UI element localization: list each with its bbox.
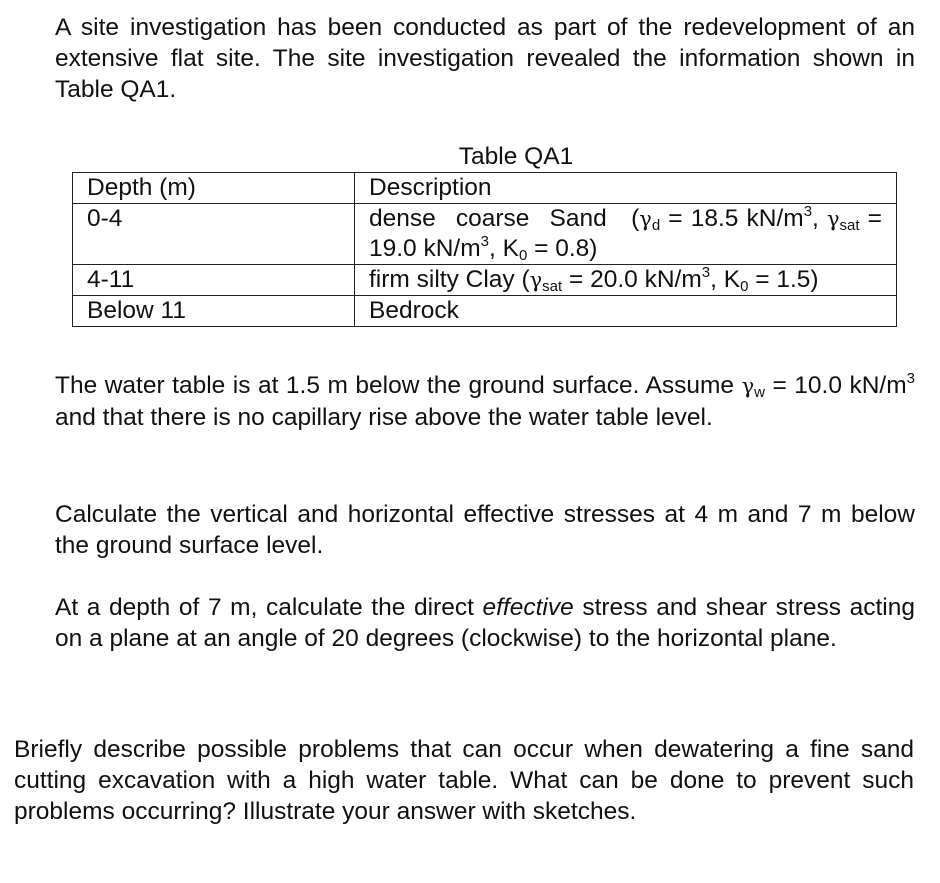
soil-name: firm silty Clay bbox=[369, 266, 515, 293]
unit-exponent: 3 bbox=[480, 233, 489, 250]
table-row bbox=[73, 265, 897, 296]
water-rest: and that there is no capillary rise above the water table level. bbox=[55, 404, 713, 431]
table-caption: Table QA1 bbox=[458, 143, 574, 170]
soil-profile-table bbox=[72, 172, 897, 327]
calculation-question: Calculate the vertical and horizontal effective stresses at 4 m and 7 m below the ground surface level. bbox=[55, 501, 915, 559]
gamma-sat-value: = 20.0 kN/m bbox=[562, 266, 702, 293]
gamma-sat-value: = 19.0 kN/m bbox=[369, 205, 882, 262]
gamma-d-subscript: d bbox=[651, 217, 661, 234]
stress-question-start: At a depth of 7 m, calculate the direct bbox=[55, 594, 483, 621]
description-cell: dense coarse Sand ($\gamma_d = 18.5$ $kN/m^3$, $\gamma_{sat} = 19.0$ $kN/m^3$, $K_0 = 0.8$) bbox=[355, 204, 897, 265]
gamma-sat-subscript: sat bbox=[839, 217, 860, 234]
k0-value: = 0.8 bbox=[527, 235, 590, 262]
gamma-d-value: = 18.5 kN/m bbox=[660, 205, 804, 232]
unit-exponent: 3 bbox=[701, 264, 711, 281]
description-cell: firm silty Clay ($\gamma_{sat} = 20.0$ $kN/m^3$, $K_0 = 1.5$) bbox=[355, 265, 897, 296]
depth-cell: 0-4 bbox=[73, 204, 355, 265]
depth-cell: 4-11 bbox=[73, 265, 355, 296]
k0-subscript: 0 bbox=[518, 247, 528, 264]
unit-exponent: 3 bbox=[803, 203, 813, 220]
header-depth: Depth (m) bbox=[73, 173, 355, 204]
gamma-w-subscript: w bbox=[754, 384, 765, 401]
table-row bbox=[73, 296, 897, 327]
gamma-sat-symbol: γ bbox=[529, 268, 543, 292]
gamma-w-value: = 10.0 kN/m bbox=[764, 372, 907, 399]
water-line-1: The water table is at 1.5 m below the ground surface. Assume bbox=[55, 372, 735, 399]
water-table-paragraph bbox=[55, 370, 915, 433]
intro-paragraph: A site investigation has been conducted as part of the redevelopment of an extensive flat site. The site investigation revealed the information shown in Table QA1. bbox=[55, 14, 915, 103]
soil-name: dense coarse Sand bbox=[369, 205, 607, 232]
table-row bbox=[73, 204, 897, 265]
description-cell: Bedrock bbox=[355, 296, 897, 327]
stress-question bbox=[55, 592, 915, 654]
depth-cell: Below 11 bbox=[73, 296, 355, 327]
gamma-d-symbol: γ bbox=[639, 207, 652, 231]
dewatering-question: Briefly describe possible problems that can occur when dewatering a fine sand cutting excavation with a high water table. What can be done to prevent such problems occurring? Illustrate your answer with sketches. bbox=[14, 736, 914, 825]
gamma-sat-subscript: sat bbox=[542, 278, 563, 295]
gamma-w-symbol: γ bbox=[741, 374, 755, 398]
gamma-sat-symbol: γ bbox=[826, 207, 840, 231]
header-description: Description bbox=[355, 173, 897, 204]
stress-question-end: stress and shear stress acting on a plane at an angle of 20 degrees (clockwise) to the horizontal plane. bbox=[55, 594, 915, 652]
k0-symbol: K bbox=[723, 266, 741, 293]
table-header-row bbox=[73, 173, 897, 204]
k0-symbol: K bbox=[502, 235, 519, 262]
k0-subscript: 0 bbox=[740, 278, 749, 295]
unit-exponent: 3 bbox=[906, 370, 915, 387]
k0-value: = 1.5 bbox=[748, 266, 811, 293]
effective-emphasis: effective bbox=[482, 594, 574, 621]
